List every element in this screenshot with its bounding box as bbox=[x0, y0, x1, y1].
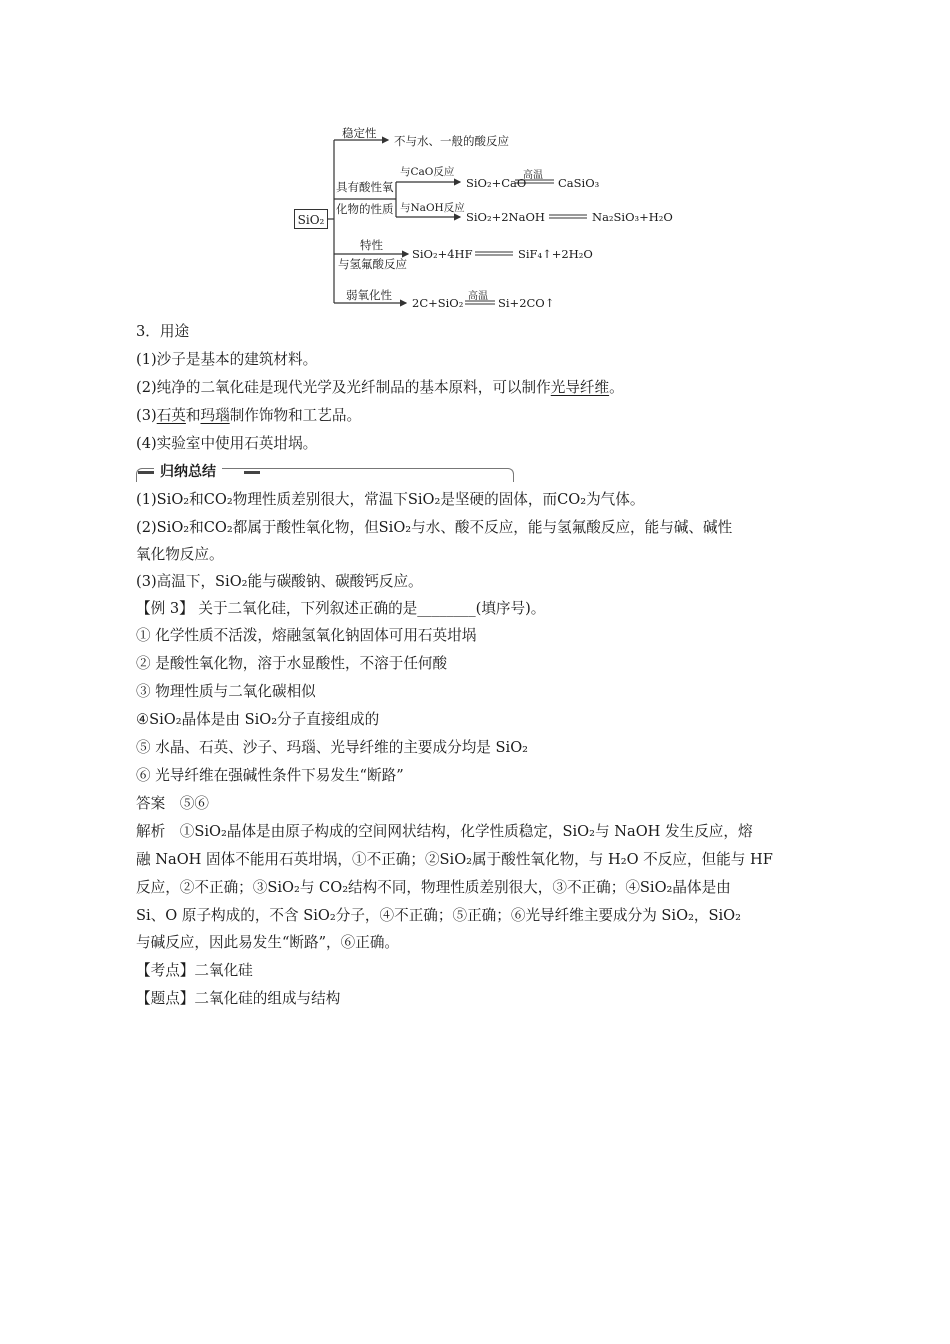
uses-item-3-num: (3) bbox=[136, 407, 157, 424]
branch-hf-left: SiO₂+4HF bbox=[412, 247, 473, 261]
summary-line-3: 氧化物反应。 bbox=[136, 546, 224, 563]
sio2-center-box: SiO₂ bbox=[294, 209, 328, 229]
uses-item-2-underlined: 光导纤维 bbox=[550, 379, 610, 396]
uses-item-2-end: 。 bbox=[609, 379, 624, 396]
summary-bar-right bbox=[244, 471, 260, 474]
summary-line-4: (3)高温下，SiO₂能与碳酸钠、碳酸钙反应。 bbox=[136, 573, 423, 590]
sio2-properties-diagram bbox=[288, 122, 678, 318]
sub-cao-left: SiO₂+CaO bbox=[466, 176, 527, 190]
uses-item-3-underlined-2: 玛瑙 bbox=[200, 407, 230, 424]
branch-stability-result: 不与水、一般的酸反应 bbox=[394, 134, 509, 148]
branch-oxidizing-left: 2C+SiO₂ bbox=[412, 296, 464, 310]
branch-hf-label-2: 与氢氟酸反应 bbox=[338, 257, 407, 271]
uses-item-3-and: 和 bbox=[185, 407, 201, 424]
uses-item-4: (4)实验室中使用石英坩埚。 bbox=[136, 435, 318, 452]
uses-item-3-underlined-1: 石英 bbox=[156, 407, 186, 424]
sub-naoh-left: SiO₂+2NaOH bbox=[466, 210, 545, 224]
branch-oxidizing-right: Si+2CO↑ bbox=[498, 296, 555, 310]
example-tidian: 【题点】二氧化硅的组成与结构 bbox=[136, 990, 341, 1007]
sub-cao-label: 与CaO反应 bbox=[400, 166, 455, 178]
example-option-4: ④SiO₂晶体是由 SiO₂分子直接组成的 bbox=[136, 711, 380, 728]
branch-stability-label: 稳定性 bbox=[342, 126, 377, 140]
branch-acidic-label-2: 化物的性质 bbox=[336, 202, 394, 216]
branch-oxidizing-condition: 高温 bbox=[468, 291, 488, 302]
branch-hf-label-1: 特性 bbox=[360, 238, 383, 252]
example-option-6: ⑥ 光导纤维在强碱性条件下易发生“断路” bbox=[136, 767, 404, 784]
sub-naoh-right: Na₂SiO₃+H₂O bbox=[592, 210, 673, 224]
example-option-3: ③ 物理性质与二氧化碳相似 bbox=[136, 683, 316, 700]
example-option-2: ② 是酸性氧化物，溶于水显酸性，不溶于任何酸 bbox=[136, 655, 448, 672]
sub-cao-right: CaSiO₃ bbox=[558, 176, 600, 190]
example-analysis-2: 融 NaOH 固体不能用石英坩埚，①不正确；②SiO₂属于酸性氧化物，与 H₂O 不反应，但能与 HF bbox=[136, 851, 773, 868]
uses-item-3-text: 制作饰物和工艺品。 bbox=[229, 407, 362, 424]
example-analysis-4: Si、O 原子构成的，不含 SiO₂分子，④不正确；⑤正确；⑥光导纤维主要成分为 SiO₂，SiO₂ bbox=[136, 907, 741, 924]
branch-acidic-label-1: 具有酸性氧 bbox=[336, 180, 394, 194]
sub-naoh-label: 与NaOH反应 bbox=[400, 202, 465, 214]
summary-bar-left bbox=[138, 471, 154, 474]
uses-item-3 bbox=[136, 406, 361, 426]
uses-heading: 3．用途 bbox=[136, 323, 190, 340]
uses-item-1: (1)沙子是基本的建筑材料。 bbox=[136, 351, 318, 368]
example-option-5: ⑤ 水晶、石英、沙子、玛瑙、光导纤维的主要成分均是 SiO₂ bbox=[136, 739, 529, 756]
branch-hf-right: SiF₄↑+2H₂O bbox=[518, 247, 593, 261]
sub-cao-condition: 高温 bbox=[523, 170, 543, 181]
example-question: 【例 3】 关于二氧化硅，下列叙述正确的是________(填序号)。 bbox=[136, 600, 546, 617]
example-kaodian: 【考点】二氧化硅 bbox=[136, 962, 253, 979]
summary-header bbox=[136, 460, 516, 482]
example-analysis-5: 与碱反应，因此易发生“断路”，⑥正确。 bbox=[136, 934, 400, 951]
example-analysis-1: 解析 ①SiO₂晶体是由原子构成的空间网状结构，化学性质稳定，SiO₂与 NaOH 发生反应，熔 bbox=[136, 823, 753, 840]
summary-line-1: (1)SiO₂和CO₂物理性质差别很大，常温下SiO₂是坚硬的固体，而CO₂为气体。 bbox=[136, 491, 645, 508]
uses-item-2-text: (2)纯净的二氧化硅是现代光学及光纤制品的基本原料，可以制作 bbox=[136, 379, 551, 396]
uses-item-2 bbox=[136, 378, 624, 398]
summary-line-2: (2)SiO₂和CO₂都属于酸性氧化物，但SiO₂与水、酸不反应，能与氢氟酸反应，能与碱、碱性 bbox=[136, 519, 733, 536]
example-option-1: ① 化学性质不活泼，熔融氢氧化钠固体可用石英坩埚 bbox=[136, 627, 477, 644]
summary-title: 归纳总结 bbox=[154, 461, 222, 481]
example-answer: 答案 ⑤⑥ bbox=[136, 795, 209, 812]
branch-oxidizing-label: 弱氧化性 bbox=[346, 288, 392, 302]
example-analysis-3: 反应，②不正确；③SiO₂与 CO₂结构不同，物理性质差别很大，③不正确；④SiO₂晶体是由 bbox=[136, 879, 731, 896]
